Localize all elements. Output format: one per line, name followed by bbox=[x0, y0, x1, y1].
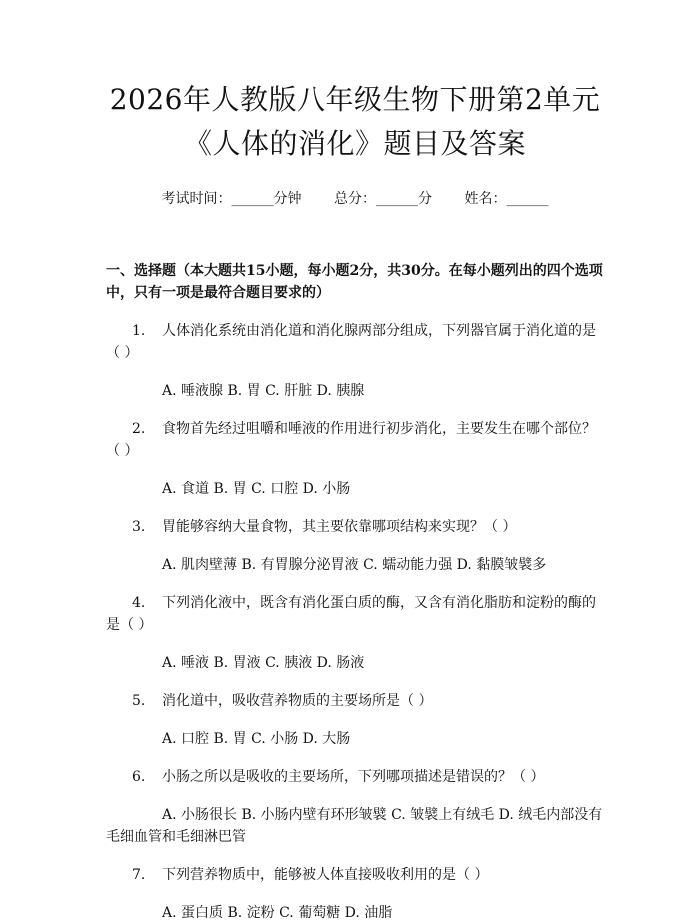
question-item bbox=[106, 418, 604, 500]
question-number: 6. bbox=[132, 769, 146, 785]
question-stem bbox=[106, 592, 604, 636]
question-item bbox=[106, 592, 604, 674]
question-options: A. 唾液腺 B. 胃 C. 肝脏 D. 胰腺 bbox=[162, 383, 365, 399]
exam-time-field: 考试时间：______分钟 bbox=[161, 191, 302, 207]
question-stem bbox=[106, 516, 604, 538]
question-options: A. 肌肉壁薄 B. 有胃腺分泌胃液 C. 蠕动能力强 D. 黏膜皱襞多 bbox=[162, 557, 547, 573]
question-item bbox=[106, 766, 604, 848]
question-stem bbox=[106, 690, 604, 712]
question-number: 2. bbox=[132, 421, 146, 437]
question-text: 小肠之所以是吸收的主要场所，下列哪项描述是错误的？（ ） bbox=[162, 769, 545, 785]
question-text: 下列营养物质中，能够被人体直接吸收利用的是（ ） bbox=[162, 867, 489, 883]
question-item bbox=[106, 864, 604, 924]
question-text: 下列消化液中，既含有消化蛋白质的酶，又含有消化脂肪和淀粉的酶的是（ ） bbox=[106, 595, 596, 633]
question-number: 3. bbox=[132, 519, 146, 535]
exam-title: 2026年人教版八年级生物下册第2单元《人体的消化》题目及答案 bbox=[109, 83, 601, 160]
section-heading: 一、选择题（本大题共15小题，每小题2分，共30分。在每小题列出的四个选项中，只有一项是最符合题目要求的） bbox=[106, 263, 603, 301]
question-options: A. 口腔 B. 胃 C. 小肠 D. 大肠 bbox=[162, 731, 351, 747]
question-number: 1. bbox=[132, 323, 146, 339]
question-stem bbox=[106, 766, 604, 788]
question-item bbox=[106, 320, 604, 402]
question-number: 4. bbox=[132, 595, 146, 611]
question-list bbox=[106, 320, 604, 924]
question-options: A. 唾液 B. 胃液 C. 胰液 D. 肠液 bbox=[162, 655, 365, 671]
question-stem bbox=[106, 864, 604, 886]
question-number: 7. bbox=[132, 867, 146, 883]
question-stem bbox=[106, 418, 604, 462]
question-options: A. 小肠很长 B. 小肠内壁有环形皱襞 C. 皱襞上有绒毛 D. 绒毛内部没有毛细血管和毛细淋巴管 bbox=[106, 807, 603, 845]
question-stem bbox=[106, 320, 604, 364]
question-options: A. 食道 B. 胃 C. 口腔 D. 小肠 bbox=[162, 481, 351, 497]
question-text: 人体消化系统由消化道和消化腺两部分组成，下列器官属于消化道的是（ ） bbox=[106, 323, 596, 361]
exam-meta bbox=[106, 188, 604, 208]
question-options: A. 蛋白质 B. 淀粉 C. 葡萄糖 D. 油脂 bbox=[162, 905, 393, 921]
question-text: 消化道中，吸收营养物质的主要场所是（ ） bbox=[162, 693, 433, 709]
question-text: 胃能够容纳大量食物，其主要依靠哪项结构来实现？（ ） bbox=[162, 519, 517, 535]
total-score-field: 总分：______分 bbox=[334, 191, 432, 207]
question-text: 食物首先经过咀嚼和唾液的作用进行初步消化，主要发生在哪个部位？（ ） bbox=[106, 421, 596, 459]
question-item bbox=[106, 690, 604, 750]
question-number: 5. bbox=[132, 693, 146, 709]
student-name-field: 姓名：______ bbox=[464, 191, 549, 207]
question-item bbox=[106, 516, 604, 576]
